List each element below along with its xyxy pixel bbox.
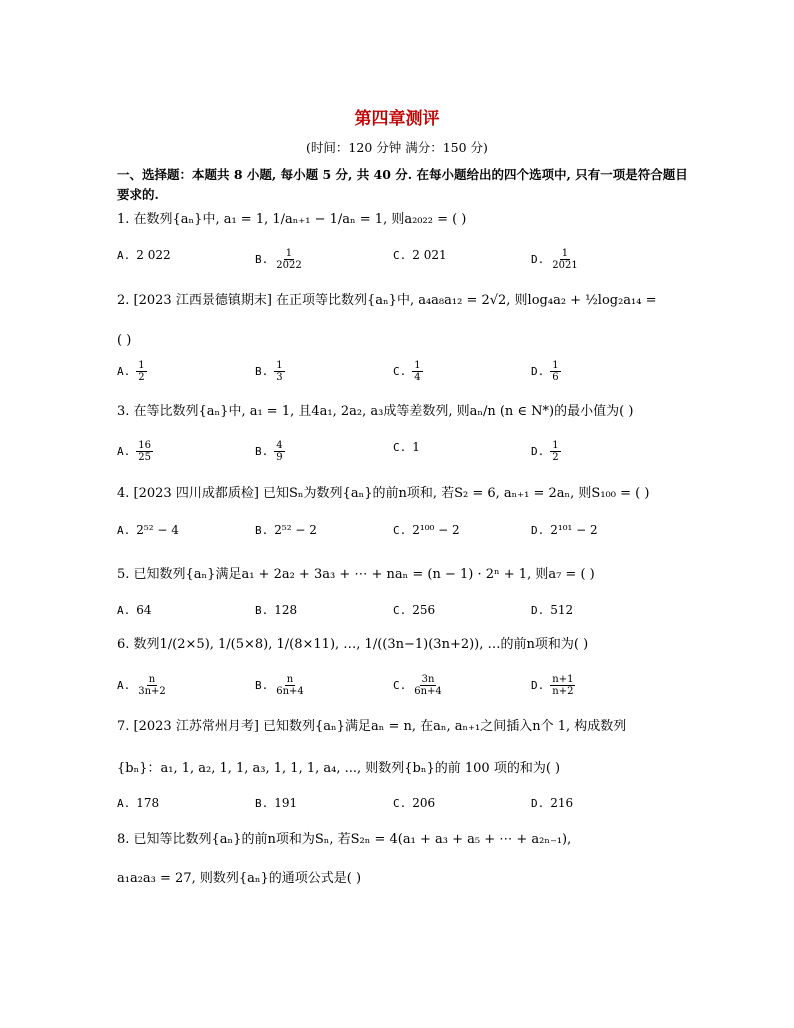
option-d[interactable]: D. $\frac{1}{2021}$ bbox=[531, 248, 578, 271]
question-5-options bbox=[117, 603, 677, 631]
fraction: $\frac{16}{25}$ bbox=[138, 440, 151, 463]
question-4-stem: 4. [2023 四川成都质检] 已知Sₙ为数列{aₙ}的前n项和, 若S₂ = 6, aₙ₊₁ = 2aₙ, 则S₁₀₀ = ( ) bbox=[117, 486, 650, 501]
option-a[interactable]: A. $\frac{1}{2}$ bbox=[117, 360, 145, 383]
option-c[interactable]: C. 2 021 bbox=[393, 248, 447, 262]
question-1-options bbox=[117, 248, 677, 276]
fraction: $\frac{1}{2}$ bbox=[552, 440, 559, 463]
option-c[interactable]: C. 206 bbox=[393, 796, 436, 810]
option-b[interactable]: B. $\frac{4}{9}$ bbox=[255, 440, 283, 463]
question-3-stem: 3. 在等比数列{aₙ}中, a₁ = 1, 且4a₁, 2a₂, a₃成等差数列, 则aₙ/n (n ∈ N*)的最小值为( ) bbox=[117, 404, 634, 419]
fraction: $\frac{n}{3n+2}$ bbox=[138, 674, 166, 697]
option-d[interactable]: D. 512 bbox=[531, 603, 574, 617]
option-a[interactable]: A. $\frac{n}{3n+2}$ bbox=[117, 674, 166, 697]
question-5-stem: 5. 已知数列{aₙ}满足a₁ + 2a₂ + 3a₃ + ⋯ + naₙ = (n − 1) · 2ⁿ + 1, 则a₇ = ( ) bbox=[117, 567, 595, 582]
option-d[interactable]: D. 2¹⁰¹ − 2 bbox=[531, 523, 598, 537]
question-2-options bbox=[117, 360, 677, 388]
option-b[interactable]: B. 2⁵² − 2 bbox=[255, 523, 317, 537]
section-heading: 一、选择题：本题共 8 小题, 每小题 5 分, 共 40 分. 在每小题给出的四个选项中, 只有一项是符合题目要求的. bbox=[117, 167, 688, 202]
fraction: $\frac{1}{2}$ bbox=[138, 360, 145, 383]
question-1-stem: 1. 在数列{aₙ}中, a₁ = 1, 1/aₙ₊₁ − 1/aₙ = 1, 则a₂₀₂₂ = ( ) bbox=[117, 212, 467, 227]
question-7-stem-cont: {bₙ}：a₁, 1, a₂, 1, 1, a₃, 1, 1, 1, a₄, ..., 则数列{bₙ}的前 100 项的和为( ) bbox=[117, 761, 561, 776]
option-a[interactable]: A. $\frac{16}{25}$ bbox=[117, 440, 151, 463]
option-c[interactable]: C. $\frac{1}{4}$ bbox=[393, 360, 421, 383]
option-c[interactable]: C. $\frac{3n}{6n+4}$ bbox=[393, 674, 442, 697]
question-3-options bbox=[117, 440, 677, 468]
question-6-options bbox=[117, 674, 677, 702]
question-6-stem: 6. 数列1/(2×5), 1/(5×8), 1/(8×11), …, 1/((3n−1)(3n+2)), …的前n项和为( ) bbox=[117, 637, 589, 652]
option-b[interactable]: B. $\frac{n}{6n+4}$ bbox=[255, 674, 304, 697]
exam-info: (时间：120 分钟 满分：150 分) bbox=[306, 140, 488, 155]
fraction: $\frac{3n}{6n+4}$ bbox=[414, 674, 442, 697]
question-2-stem-cont: ( ) bbox=[117, 333, 132, 348]
fraction: $\frac{1}{2022}$ bbox=[276, 248, 302, 271]
option-b[interactable]: B. $\frac{1}{2022}$ bbox=[255, 248, 302, 271]
fraction: $\frac{1}{4}$ bbox=[414, 360, 421, 383]
option-d[interactable]: D. $\frac{n+1}{n+2}$ bbox=[531, 674, 574, 697]
fraction: $\frac{1}{6}$ bbox=[552, 360, 559, 383]
option-b[interactable]: B. $\frac{1}{3}$ bbox=[255, 360, 283, 383]
question-7-options bbox=[117, 796, 677, 824]
question-2-stem: 2. [2023 江西景德镇期末] 在正项等比数列{aₙ}中, a₄a₈a₁₂ = 2√2, 则log₄a₂ + ½log₂a₁₄ = bbox=[117, 293, 657, 308]
option-d[interactable]: D. 216 bbox=[531, 796, 574, 810]
fraction: $\frac{4}{9}$ bbox=[276, 440, 283, 463]
option-a[interactable]: A. 178 bbox=[117, 796, 160, 810]
page-title: 第四章测评 bbox=[354, 109, 440, 129]
question-8-stem: 8. 已知等比数列{aₙ}的前n项和为Sₙ, 若S₂ₙ = 4(a₁ + a₃ + a₅ + ⋯ + a₂ₙ₋₁), bbox=[117, 832, 572, 847]
fraction: $\frac{n}{6n+4}$ bbox=[276, 674, 304, 697]
fraction: $\frac{n+1}{n+2}$ bbox=[552, 674, 574, 697]
option-d[interactable]: D. $\frac{1}{2}$ bbox=[531, 440, 559, 463]
option-c[interactable]: C. 256 bbox=[393, 603, 436, 617]
option-c[interactable]: C. 2¹⁰⁰ − 2 bbox=[393, 523, 460, 537]
question-8-stem-cont: a₁a₂a₃ = 27, 则数列{aₙ}的通项公式是( ) bbox=[117, 871, 362, 886]
option-a[interactable]: A. 2 022 bbox=[117, 248, 171, 262]
option-d[interactable]: D. $\frac{1}{6}$ bbox=[531, 360, 559, 383]
option-c[interactable]: C. 1 bbox=[393, 440, 420, 454]
option-b[interactable]: B. 128 bbox=[255, 603, 298, 617]
option-b[interactable]: B. 191 bbox=[255, 796, 298, 810]
question-4-options bbox=[117, 523, 677, 551]
question-7-stem: 7. [2023 江苏常州月考] 已知数列{aₙ}满足aₙ = n, 在aₙ, aₙ₊₁之间插入n个 1, 构成数列 bbox=[117, 719, 627, 734]
fraction: $\frac{1}{3}$ bbox=[276, 360, 283, 383]
option-a[interactable]: A. 64 bbox=[117, 603, 152, 617]
option-a[interactable]: A. 2⁵² − 4 bbox=[117, 523, 179, 537]
fraction: $\frac{1}{2021}$ bbox=[552, 248, 578, 271]
